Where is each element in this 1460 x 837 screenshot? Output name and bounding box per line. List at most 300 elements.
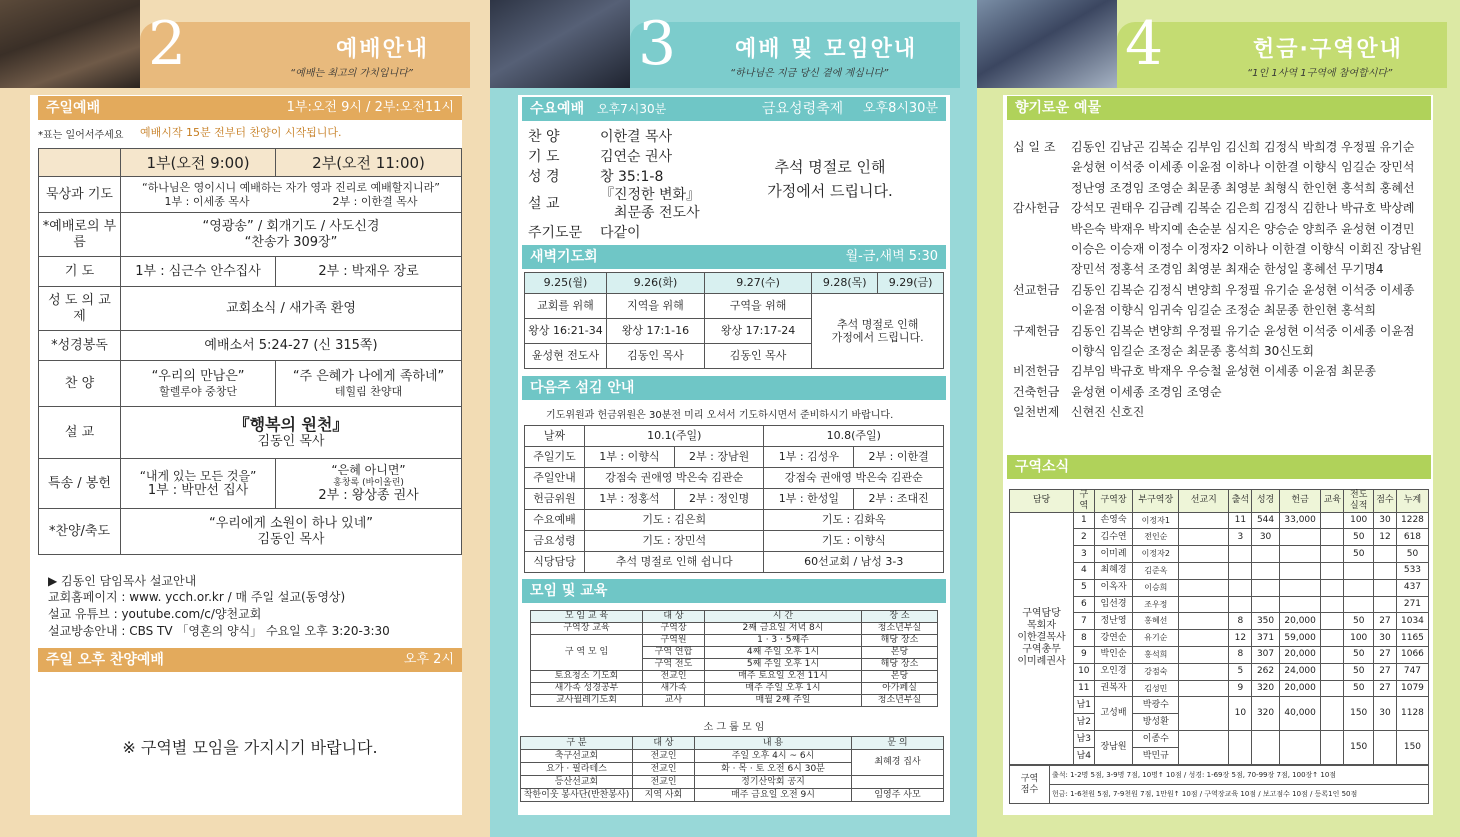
district-header: 담당 bbox=[1010, 490, 1074, 513]
offering-title: 향기로운 예물 bbox=[1015, 100, 1102, 116]
district-cell bbox=[1279, 731, 1321, 765]
district-sub: 방성환 bbox=[1133, 714, 1179, 731]
preacher: 김동인 목사 bbox=[257, 434, 325, 450]
district-cell: 1165 bbox=[1396, 630, 1428, 647]
singer-1: 1부 : 박만선 집사 bbox=[147, 482, 249, 498]
dawn-preacher: 김동인 목사 bbox=[607, 344, 705, 369]
district-cell: 11 bbox=[1074, 680, 1095, 697]
row-label: 설 교 bbox=[39, 407, 121, 459]
anthem-1: “우리의 만남은” bbox=[151, 369, 245, 385]
district-cell bbox=[1321, 512, 1344, 529]
district-cell bbox=[1179, 680, 1229, 697]
wed-label: 찬 양 bbox=[528, 129, 560, 145]
district-cell: 1066 bbox=[1396, 646, 1428, 663]
wed-label: 성 경 bbox=[528, 169, 560, 185]
district-cell: 262 bbox=[1252, 663, 1279, 680]
district-cell bbox=[1229, 596, 1252, 613]
district-cell bbox=[1374, 562, 1397, 579]
wed-value: 다같이 bbox=[600, 225, 641, 241]
district-cell: 618 bbox=[1396, 529, 1428, 546]
offering-row bbox=[1013, 138, 1415, 155]
district-cell: 김수연 bbox=[1094, 529, 1133, 546]
row-label: 특송 / 봉헌 bbox=[39, 459, 121, 509]
sg-cell: 화 · 목 · 토 오전 6시 30분 bbox=[695, 763, 852, 776]
district-header: 전도실적 bbox=[1344, 490, 1374, 513]
district-cell bbox=[1252, 546, 1279, 563]
offering-names: 강석모 권태우 김금례 김복순 김은희 김정식 김한나 박규호 박상례 bbox=[1071, 201, 1415, 216]
wed-title: 수요예배 bbox=[530, 101, 585, 117]
call-to-worship: “영광송” / 회개기도 / 사도신경 bbox=[202, 218, 380, 234]
district-cell: 7 bbox=[1074, 613, 1095, 630]
district-cell bbox=[1321, 529, 1344, 546]
row-label: *성경봉독 bbox=[39, 331, 121, 361]
district-cell bbox=[1179, 596, 1229, 613]
district-cell: 20,000 bbox=[1279, 680, 1321, 697]
district-cell bbox=[1179, 562, 1229, 579]
district-cell bbox=[1179, 529, 1229, 546]
fri-title: 금요성령축제 bbox=[762, 101, 844, 117]
offering-names: 이승은 이승재 이정수 이정자2 이하나 이한결 이향식 이회진 장남원 bbox=[1071, 242, 1423, 256]
page-number: 3 bbox=[638, 9, 677, 79]
district-cell bbox=[1229, 562, 1252, 579]
wed-preacher: 최문종 전도사 bbox=[614, 205, 700, 221]
offering-names: 정난영 조경임 조영순 최문종 최영분 최형식 한인현 홍석희 홍혜선 bbox=[1071, 180, 1415, 195]
district-cell: 5 bbox=[1074, 579, 1095, 596]
wed-value: 이한결 목사 bbox=[600, 129, 673, 145]
duty-cell: 강점숙 권애영 박은숙 김관순 bbox=[764, 468, 944, 489]
district-cell bbox=[1321, 613, 1344, 630]
district-header: 출석 bbox=[1229, 490, 1252, 513]
district-cell: 손영숙 bbox=[1094, 512, 1133, 529]
offering-names: 신현진 신호진 bbox=[1071, 405, 1145, 420]
offering-row bbox=[1013, 240, 1422, 257]
duty-cell: 기도 : 장민석 bbox=[585, 531, 764, 552]
duty-cell: 강점숙 권애영 박은숙 김관순 bbox=[585, 468, 764, 489]
dawn-scripture: 왕상 16:21-34 bbox=[525, 319, 607, 344]
wed-sermon: 『진정한 변화』 bbox=[600, 187, 701, 203]
district-cell: 33,000 bbox=[1279, 512, 1321, 529]
offering-bar bbox=[1007, 96, 1431, 120]
sg-cell: 매주 금요일 오전 9시 bbox=[695, 789, 852, 802]
edu-cell: 구역 연합 bbox=[643, 647, 705, 659]
district-cell: 유기순 bbox=[1133, 630, 1179, 647]
singer-2: 2부 : 왕상종 권사 bbox=[318, 488, 419, 504]
district-cell bbox=[1179, 646, 1229, 663]
district-cell bbox=[1279, 529, 1321, 546]
next-week-title: 다음주 섬김 안내 bbox=[530, 380, 635, 396]
duty-cell: 추석 명절로 인해 쉽니다 bbox=[585, 552, 764, 573]
pastor-line: 구역담당 bbox=[1022, 608, 1061, 620]
district-cell bbox=[1321, 562, 1344, 579]
dawn-scripture: 왕상 17:17-24 bbox=[704, 319, 811, 344]
worship-photo bbox=[490, 0, 630, 88]
district-cell: 50 bbox=[1344, 646, 1374, 663]
dawn-day: 9.25(월) bbox=[525, 273, 607, 294]
district-cell bbox=[1321, 630, 1344, 647]
sermon-title: 『행복의 원천』 bbox=[233, 415, 349, 435]
district-cell bbox=[1252, 562, 1279, 579]
fri-time: 오후8시30분 bbox=[862, 101, 938, 116]
district-cell: 2 bbox=[1074, 529, 1095, 546]
district-cell bbox=[1279, 546, 1321, 563]
district-header: 누계 bbox=[1396, 490, 1428, 513]
afternoon-time: 오후 2시 bbox=[403, 652, 454, 667]
district-cell: 8 bbox=[1074, 630, 1095, 647]
dawn-day: 9.29(금) bbox=[878, 273, 944, 294]
sunday-title: 주일예배 bbox=[46, 100, 101, 116]
district-cell: 김성민 bbox=[1133, 680, 1179, 697]
choir-2: 테힐림 찬양대 bbox=[334, 384, 403, 398]
sg-cell: 주일 오후 4시 ~ 6시 bbox=[695, 750, 852, 763]
duty-cell: 2부 : 장남원 bbox=[674, 447, 764, 468]
col-1bu: 1부(오전 9:00) bbox=[121, 149, 276, 177]
offering-row bbox=[1013, 301, 1376, 318]
youtube-link[interactable]: 설교 유튜브 : youtube.com/c/양천교회 bbox=[48, 607, 262, 621]
sermon-info-head: ▶ 김동인 담임목사 설교안내 bbox=[48, 574, 197, 588]
closing-hymn: “우리에게 소원이 하나 있네” bbox=[208, 515, 373, 531]
offering-names: 장민석 정홍석 조경임 최영분 최재순 한성일 홍혜선 무기명4 bbox=[1071, 262, 1384, 277]
sg-header: 내 용 bbox=[695, 737, 852, 750]
district-cell: 544 bbox=[1252, 512, 1279, 529]
district-leader: 장남원 bbox=[1094, 731, 1133, 765]
district-cell: 50 bbox=[1344, 680, 1374, 697]
edu-cell: 구역장 bbox=[643, 623, 705, 635]
duty-label: 헌금위원 bbox=[525, 489, 585, 510]
dawn-theme: 지역을 위해 bbox=[607, 294, 705, 319]
district-cell: 강점숙 bbox=[1133, 663, 1179, 680]
offering-type: 감사헌금 bbox=[1013, 201, 1060, 216]
district-pastor-cell bbox=[1010, 512, 1074, 765]
page-subtitle: “하나님은 지금 당신 곁에 계십니다” bbox=[730, 68, 889, 79]
district-cell: 59,000 bbox=[1279, 630, 1321, 647]
district-cell: 이미례 bbox=[1094, 546, 1133, 563]
district-cell: 150 bbox=[1396, 731, 1428, 765]
district-cell: 320 bbox=[1252, 697, 1279, 731]
district-cell: 12 bbox=[1229, 630, 1252, 647]
edu-cell: 4째 주일 오후 1시 bbox=[705, 647, 862, 659]
district-cell: 1034 bbox=[1396, 613, 1428, 630]
dawn-theme: 교회를 위해 bbox=[525, 294, 607, 319]
district-cell: 남2 bbox=[1074, 714, 1095, 731]
wednesday-bar bbox=[522, 97, 946, 121]
district-cell: 271 bbox=[1396, 596, 1428, 613]
district-meeting-note: ※ 구역별 모임을 가지시기 바랍니다. bbox=[122, 738, 378, 757]
dawn-title: 새벽기도회 bbox=[530, 249, 598, 265]
offering-row bbox=[1013, 362, 1376, 379]
district-cell bbox=[1252, 596, 1279, 613]
broadcast-info: 설교방송안내 : CBS TV 「영혼의 양식」 수요일 오후 3:20-3:30 bbox=[48, 624, 390, 638]
standing-note: *표는 일어서주세요 bbox=[38, 130, 124, 141]
wed-label: 기 도 bbox=[528, 149, 560, 165]
district-cell: 전인순 bbox=[1133, 529, 1179, 546]
sg-cell: 전교인 bbox=[633, 776, 695, 789]
district-cell bbox=[1252, 579, 1279, 596]
district-cell: 5 bbox=[1229, 663, 1252, 680]
offering-row bbox=[1013, 199, 1415, 216]
edu-cell: 새가족 성경공부 bbox=[531, 683, 643, 695]
district-cell: 11 bbox=[1229, 512, 1252, 529]
district-cell: 533 bbox=[1396, 562, 1428, 579]
offering-names: 김동인 김남곤 김복순 김부임 김신희 김정식 박희경 우정필 유기순 bbox=[1071, 140, 1415, 154]
dawn-scripture: 왕상 17:1-16 bbox=[607, 319, 705, 344]
district-cell bbox=[1321, 579, 1344, 596]
district-cell: 남1 bbox=[1074, 697, 1095, 714]
district-cell bbox=[1321, 680, 1344, 697]
district-cell: 오인경 bbox=[1094, 663, 1133, 680]
sg-cell: 요가 · 필라테스 bbox=[521, 763, 633, 776]
page-subtitle: “예배는 최고의 가치입니다” bbox=[290, 68, 413, 79]
duty-cell: 기도 : 김은희 bbox=[585, 510, 764, 531]
district-cell: 1128 bbox=[1396, 697, 1428, 731]
sunday-bar bbox=[38, 96, 462, 120]
district-cell bbox=[1229, 579, 1252, 596]
district-header: 부구역장 bbox=[1133, 490, 1179, 513]
district-cell: 150 bbox=[1344, 697, 1374, 731]
col-oct1: 10.1(주일) bbox=[585, 426, 764, 447]
offering-row bbox=[1013, 383, 1222, 400]
district-cell: 50 bbox=[1344, 546, 1374, 563]
district-cell bbox=[1179, 630, 1229, 647]
pastor-line: 이미례권사 bbox=[1017, 656, 1066, 668]
offering-names: 윤성현 이세종 조경임 조영순 bbox=[1071, 384, 1222, 399]
scripture: 예배소서 5:24-27 (신 315쪽) bbox=[121, 331, 462, 361]
district-cell: 150 bbox=[1344, 731, 1374, 765]
district-cell: 27 bbox=[1374, 680, 1397, 697]
district-cell bbox=[1179, 613, 1229, 630]
district-cell bbox=[1321, 546, 1344, 563]
district-sub: 박광수 bbox=[1133, 697, 1179, 714]
next-week-table bbox=[524, 425, 944, 573]
district-cell: 8 bbox=[1229, 646, 1252, 663]
district-cell bbox=[1179, 697, 1229, 731]
page-number: 4 bbox=[1125, 9, 1164, 79]
edu-cell: 구역장 교육 bbox=[531, 623, 643, 635]
edu-cell: 아가페실 bbox=[862, 683, 938, 695]
district-cell: 27 bbox=[1374, 613, 1397, 630]
anthem-2: “주 은혜가 나에게 족하네” bbox=[292, 369, 445, 385]
small-group-table bbox=[520, 736, 944, 802]
district-cell: 1 bbox=[1074, 512, 1095, 529]
dawn-time: 월-금,새벽 5:30 bbox=[845, 249, 938, 264]
district-cell: 권복자 bbox=[1094, 680, 1133, 697]
edu-cell: 2째 금요일 저녁 8시 bbox=[705, 623, 862, 635]
district-bar bbox=[1007, 455, 1431, 479]
offering-names: 이윤점 이향식 임귀숙 임길순 조정순 최문종 한인현 홍석희 bbox=[1071, 303, 1376, 318]
district-cell: 100 bbox=[1344, 630, 1374, 647]
score-table bbox=[1009, 765, 1429, 804]
district-cell bbox=[1374, 579, 1397, 596]
district-cell: 12 bbox=[1374, 529, 1397, 546]
homepage-link[interactable]: 교회홈페이지 : www. ycch.or.kr / 매 주일 설교(동영상) bbox=[48, 590, 346, 604]
district-cell bbox=[1229, 546, 1252, 563]
sg-contact: 최혜경 집사 bbox=[852, 750, 944, 776]
special-song-1: “내게 있는 모든 것을” bbox=[139, 468, 257, 483]
page-title: 헌금·구역안내 bbox=[1253, 37, 1403, 62]
edu-table bbox=[530, 610, 938, 707]
district-cell: 8 bbox=[1229, 613, 1252, 630]
dawn-theme: 구역을 위해 bbox=[704, 294, 811, 319]
district-cell bbox=[1344, 579, 1374, 596]
offering-names: 김동인 김복순 김정식 변양희 우정필 유기순 윤성현 이석중 이세종 bbox=[1071, 282, 1415, 297]
edu-cell: 해당 장소 bbox=[862, 635, 938, 647]
district-cell bbox=[1374, 731, 1397, 765]
wed-value: 창 35:1-8 bbox=[600, 169, 664, 185]
score-rule-2: 헌금: 1-6천원 5점, 7-9천원 7점, 1만원↑ 10점 / 구역장교육 10점 / 보고점수 10점 / 등록1인 50점 bbox=[1050, 785, 1429, 804]
district-cell bbox=[1179, 663, 1229, 680]
district-cell: 20,000 bbox=[1279, 613, 1321, 630]
leader-1: 1부 : 이세종 목사 bbox=[164, 194, 250, 208]
district-cell: 30 bbox=[1252, 529, 1279, 546]
duty-cell: 2부 : 이한결 bbox=[854, 447, 944, 468]
district-cell: 김준옥 bbox=[1133, 562, 1179, 579]
district-header: 헌금 bbox=[1279, 490, 1321, 513]
duty-cell: 1부 : 이향식 bbox=[585, 447, 675, 468]
prayer-1: 1부 : 심근수 안수집사 bbox=[121, 257, 276, 287]
sunday-order-table bbox=[38, 148, 462, 555]
offering-type: 비전헌금 bbox=[1013, 364, 1060, 379]
district-title: 구역소식 bbox=[1015, 459, 1070, 475]
dawn-day: 9.26(화) bbox=[607, 273, 705, 294]
col-2bu: 2부(오전 11:00) bbox=[276, 149, 462, 177]
district-header: 점수 bbox=[1374, 490, 1397, 513]
fellowship: 교회소식 / 새가족 환영 bbox=[121, 287, 462, 331]
duty-cell: 2부 : 정인명 bbox=[674, 489, 764, 510]
row-label: 찬 양 bbox=[39, 361, 121, 407]
offering-names: 윤성현 이석중 이세종 이윤점 이하나 이한결 이향식 임길순 장민석 bbox=[1071, 160, 1415, 175]
district-cell: 50 bbox=[1344, 663, 1374, 680]
benediction: 김동인 목사 bbox=[257, 531, 325, 547]
district-header: 성경 bbox=[1252, 490, 1279, 513]
district-cell: 20,000 bbox=[1279, 646, 1321, 663]
edu-cell: 교사 bbox=[643, 695, 705, 707]
district-cell: 조우정 bbox=[1133, 596, 1179, 613]
edu-cell: 5째 주일 오후 1시 bbox=[705, 659, 862, 671]
district-cell bbox=[1179, 731, 1229, 765]
sg-cell: 등산선교회 bbox=[521, 776, 633, 789]
page-title: 예배안내 bbox=[336, 37, 430, 62]
district-cell: 4 bbox=[1074, 562, 1095, 579]
district-cell: 이정자1 bbox=[1133, 512, 1179, 529]
district-header: 구역 bbox=[1074, 490, 1095, 513]
wed-value: 김연순 권사 bbox=[600, 149, 673, 165]
district-cell bbox=[1279, 562, 1321, 579]
dawn-preacher: 윤성현 전도사 bbox=[525, 344, 607, 369]
dawn-day: 9.27(수) bbox=[704, 273, 811, 294]
small-group-title: 소 그 룹 모 임 bbox=[703, 722, 765, 733]
dawn-day: 9.28(목) bbox=[812, 273, 878, 294]
sunday-times: 1부:오전 9시 / 2부:오전11시 bbox=[286, 100, 454, 115]
district-cell: 747 bbox=[1396, 663, 1428, 680]
offering-type: 일천번제 bbox=[1013, 405, 1060, 420]
district-cell: 최혜경 bbox=[1094, 562, 1133, 579]
duty-cell: 1부 : 한성일 bbox=[764, 489, 854, 510]
score-rule-1: 출석: 1-2명 5점, 3-9명 7점, 10명↑ 10점 / 성경: 1-69장 5점, 70-99장 7점, 100장↑ 10점 bbox=[1050, 766, 1429, 785]
edu-cell: 본당 bbox=[862, 647, 938, 659]
district-cell: 371 bbox=[1252, 630, 1279, 647]
district-header: 선교지 bbox=[1179, 490, 1229, 513]
district-cell bbox=[1321, 731, 1344, 765]
district-cell: 3 bbox=[1074, 546, 1095, 563]
sg-cell: 전교인 bbox=[633, 750, 695, 763]
district-header: 구역장 bbox=[1094, 490, 1133, 513]
duty-label: 식당담당 bbox=[525, 552, 585, 573]
next-week-bar bbox=[522, 376, 946, 400]
row-label: *예배로의 부 름 bbox=[39, 213, 121, 257]
district-cell bbox=[1344, 562, 1374, 579]
district-cell: 30 bbox=[1374, 512, 1397, 529]
edu-title: 모임 및 교육 bbox=[530, 583, 608, 599]
hymn: “찬송가 309장” bbox=[244, 234, 338, 250]
district-cell: 30 bbox=[1374, 630, 1397, 647]
district-cell bbox=[1279, 596, 1321, 613]
score-label: 구역 bbox=[1020, 773, 1039, 784]
district-sub: 이종수 bbox=[1133, 731, 1179, 748]
edu-cell: 구 역 모 임 bbox=[531, 635, 643, 671]
edu-header: 시 간 bbox=[705, 611, 862, 623]
district-cell: 1228 bbox=[1396, 512, 1428, 529]
meditation-text: “하나님은 영이시니 예배하는 자가 영과 진리로 예배할지니라” bbox=[141, 181, 441, 195]
district-cell: 437 bbox=[1396, 579, 1428, 596]
district-table bbox=[1009, 489, 1429, 765]
col-oct8: 10.8(주일) bbox=[764, 426, 944, 447]
sg-header: 구 분 bbox=[521, 737, 633, 750]
offering-row bbox=[1013, 179, 1415, 196]
offering-type: 십 일 조 bbox=[1013, 140, 1056, 154]
page-subtitle: “1인 1사역 1구역에 참여합시다” bbox=[1247, 68, 1393, 79]
violinist: 홍창록 (바이올린) bbox=[333, 477, 404, 488]
edu-cell: 해당 장소 bbox=[862, 659, 938, 671]
district-cell: 3 bbox=[1229, 529, 1252, 546]
district-cell: 정난영 bbox=[1094, 613, 1133, 630]
district-cell: 50 bbox=[1344, 613, 1374, 630]
duty-cell: 1부 : 정홍석 bbox=[585, 489, 675, 510]
col-date: 날짜 bbox=[525, 426, 585, 447]
event-photo bbox=[977, 0, 1117, 88]
edu-header: 모 임 교 육 bbox=[531, 611, 643, 623]
row-label: 묵상과 기도 bbox=[39, 177, 121, 213]
dawn-preacher: 김동인 목사 bbox=[704, 344, 811, 369]
district-sub: 박민규 bbox=[1133, 748, 1179, 765]
district-cell bbox=[1321, 596, 1344, 613]
district-cell bbox=[1179, 512, 1229, 529]
edu-cell: 전교인 bbox=[643, 671, 705, 683]
district-cell: 9 bbox=[1229, 680, 1252, 697]
duty-label: 주일안내 bbox=[525, 468, 585, 489]
worship-photo bbox=[0, 0, 140, 88]
district-cell bbox=[1179, 579, 1229, 596]
district-cell: 30 bbox=[1374, 697, 1397, 731]
sg-cell: 정기산악회 공지 bbox=[695, 776, 852, 789]
edu-cell: 교사월례기도회 bbox=[531, 695, 643, 707]
district-cell: 남3 bbox=[1074, 731, 1095, 748]
district-cell bbox=[1179, 546, 1229, 563]
district-cell bbox=[1252, 731, 1279, 765]
district-cell: 50 bbox=[1344, 529, 1374, 546]
district-cell: 홍석희 bbox=[1133, 646, 1179, 663]
duty-label: 주일기도 bbox=[525, 447, 585, 468]
offering-type: 선교헌금 bbox=[1013, 282, 1060, 297]
edu-cell: 1 · 3 · 5째주 bbox=[705, 635, 862, 647]
dawn-note-2: 가정에서 드립니다. bbox=[831, 331, 924, 344]
district-cell: 박인순 bbox=[1094, 646, 1133, 663]
district-cell: 307 bbox=[1252, 646, 1279, 663]
duty-cell: 1부 : 김성우 bbox=[764, 447, 854, 468]
sg-header: 대 상 bbox=[633, 737, 695, 750]
duty-label: 수요예배 bbox=[525, 510, 585, 531]
district-leader: 고성배 bbox=[1094, 697, 1133, 731]
duty-cell: 2부 : 조대진 bbox=[854, 489, 944, 510]
dawn-bar bbox=[522, 245, 946, 269]
